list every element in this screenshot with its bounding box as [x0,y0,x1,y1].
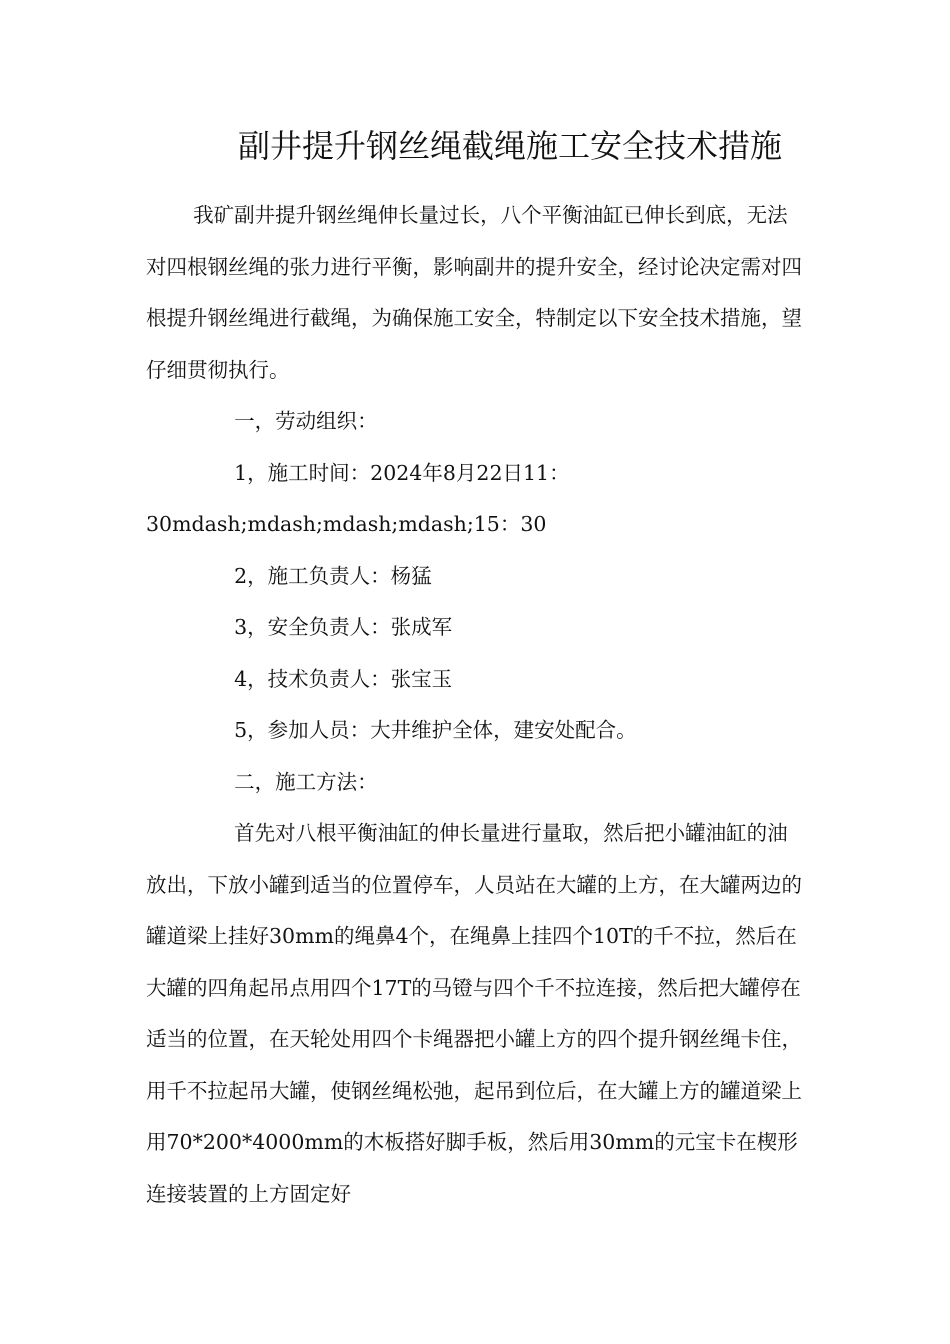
list-item-participants: 5，参加人员：大井维护全体，建安处配合。 [234,718,637,742]
method-paragraph: 首先对八根平衡油缸的伸长量进行量取，然后把小罐油缸的油放出，下放小罐到适当的位置停车，人员站在大罐的上方，在大罐两边的罐道梁上挂好30mm的绳鼻4个，在绳鼻上挂四个10T的千不拉，然后在大罐的四角起吊点用四个17T的马镫与四个千不拉连接，然后把大罐停在适当的位置，在天轮处用四个卡绳器把小罐上方的四个提升钢丝绳卡住，用千不拉起吊大罐，使钢丝绳松弛，起吊到位后，在大罐上方的罐道梁上用70*200*4000mm的木板搭好脚手板，然后用30mm的元宝卡在楔形连接装置的上方固定好 [146,821,802,1206]
list-item-construction-time: 1，施工时间：2024年8月22日11： [234,460,570,485]
list-item-construction-lead: 2，施工负责人：杨猛 [234,563,432,588]
document-title: 副井提升钢丝绳截绳施工安全技术措施 [237,127,782,165]
intro-paragraph: 我矿副井提升钢丝绳伸长量过长，八个平衡油缸已伸长到底，无法对四根钢丝绳的张力进行平衡，影响副井的提升安全，经讨论决定需对四根提升钢丝绳进行截绳，为确保施工安全，特制定以下安全技术措施，望仔细贯彻执行。 [146,203,802,382]
list-item-technical-lead: 4，技术负责人：张宝玉 [234,666,453,691]
list-item-safety-lead: 3，安全负责人：张成军 [234,615,453,639]
document-body [146,190,806,1220]
list-item-construction-time-continued: 30mdash;mdash;mdash;mdash;15：30 [146,512,547,536]
section-heading-labor: 一，劳动组织： [234,409,378,433]
section-heading-method: 二，施工方法： [234,769,378,794]
